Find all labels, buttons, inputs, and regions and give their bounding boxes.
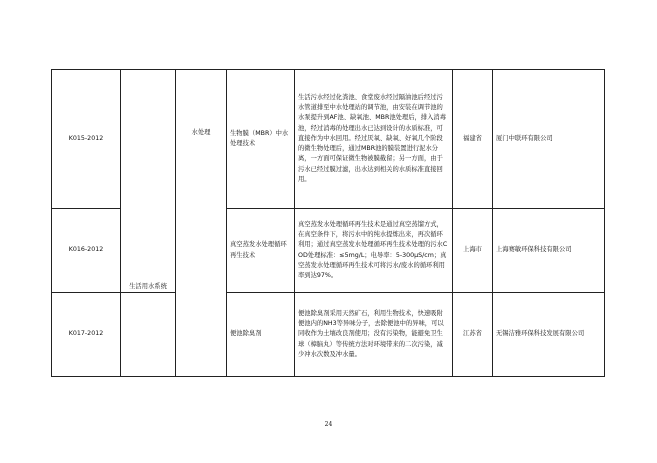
tech-code: K017-2012 (52, 293, 121, 377)
subcategory-cell: 水处理 (176, 70, 227, 377)
category-cell: 生活用水系统 (121, 70, 176, 293)
technology-table (51, 69, 605, 377)
tech-name: 真空蒸发水处理循环再生技术 (227, 209, 295, 293)
region: 江苏省 (453, 293, 493, 377)
tech-description: 生活污水经过化粪池、食堂废水经过隔油池后经过污水管道排至中水处理站的调节池，由安装在调节池的水泵提升到AF池、缺氧池、MBR池处理后，排入消毒池，经过消毒的处理出水已达到设计的水质标准，可直接作为中水回用。经过厌氧、缺氧、好氧几个阶段的微生物处理后，通过MBR池的膜装置进行泥水分离，一方面可保证微生物被膜截留；另一方面，由于污水已经过膜过滤，出水达到相关的水质标准直接回用。 (295, 70, 453, 209)
company: 无锡洁雅环保科技发展有限公司 (493, 293, 605, 377)
table-row (52, 293, 605, 377)
company: 上海赛敏环保科技有限公司 (493, 209, 605, 293)
region: 福建省 (453, 70, 493, 209)
tech-code: K016-2012 (52, 209, 121, 293)
tech-name: 生物膜（MBR）中水处理技术 (227, 70, 295, 209)
company: 厦门中联环有限公司 (493, 70, 605, 209)
empty-cell (121, 293, 176, 377)
table-row (52, 70, 605, 209)
region: 上海市 (453, 209, 493, 293)
tech-description: 真空蒸发水处理循环再生技术是通过真空蒸馏方式，在真空条件下，将污水中的纯水提炼出来，再次循环利用；通过真空蒸发水处理循环再生技术处理的污水COD处理标准：≤5mg/L；电导率：5-300μS/cm；真空蒸发水处理循环再生技术可将污水/废水的循环利用率到达97%。 (295, 209, 453, 293)
tech-description: 便池除臭剂采用天然矿石，利用生物技术，快速吸附便池内的NH3等异味分子，去除便池中的异味，可以同收作为土壤改良剂使用；没有污染物，能避免卫生球（樟脑丸）等传统方法对环境带来的二次污染，减少冲水次数及冲水量。 (295, 293, 453, 377)
tech-code: K015-2012 (52, 70, 121, 209)
tech-name: 便池除臭剂 (227, 293, 295, 377)
page-number: 24 (324, 421, 333, 428)
